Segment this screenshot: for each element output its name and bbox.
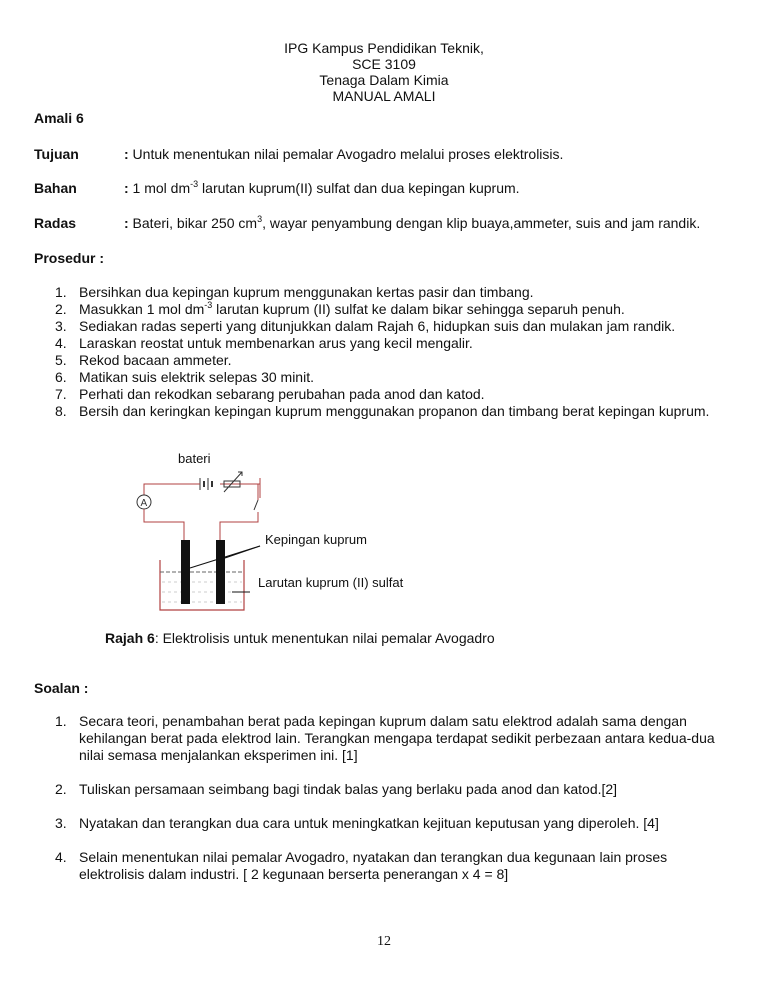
list-item: 6. Matikan suis elektrik selepas 30 minit. xyxy=(55,369,314,385)
list-item: 5. Rekod bacaan ammeter. xyxy=(55,352,232,368)
list-item: 2. Masukkan 1 mol $dm^{-3}$ larutan kuprum (II) sulfat ke dalam bikar sehingga separuh penuh. xyxy=(55,300,625,317)
page-number: 12 xyxy=(377,934,391,949)
list-item: 8. Bersih dan keringkan kepingan kuprum menggunakan propanon dan timbang berat kepingan kuprum. xyxy=(55,403,710,419)
soalan-title: Soalan : xyxy=(34,680,89,696)
plate-label: Kepingan kuprum xyxy=(265,532,367,547)
circuit-wire xyxy=(220,512,258,540)
plate-label-leader xyxy=(225,546,260,558)
tujuan-value: : Untuk menentukan nilai pemalar Avogadro melalui proses elektrolisis. xyxy=(124,146,564,162)
manual-title: MANUAL AMALI xyxy=(332,88,436,104)
bahan-value: : 1 mol $dm^{-3}$ larutan kuprum(II) sulfat dan dua kepingan kuprum. xyxy=(124,179,520,196)
institution-line: IPG Kampus Pendidikan Teknik, xyxy=(284,40,484,56)
course-code: SCE 3109 xyxy=(352,56,416,72)
radas-label: Radas xyxy=(34,215,77,231)
list-item: 4. Selain menentukan nilai pemalar Avogadro, nyatakan dan terangkan dua kegunaan lain proses elektrolisis dalam industri. [ 2 kegunaan berserta penerangan x 4 = 8] xyxy=(55,849,668,882)
circuit-wire xyxy=(144,509,184,540)
list-item: 2. Tuliskan persamaan seimbang bagi tindak balas yang berlaku pada anod dan katod.[2] xyxy=(55,781,618,797)
tujuan-label: Tujuan xyxy=(34,146,79,162)
radas-value: : Bateri, bikar 250 $cm^3$, wayar penyambung dengan klip buaya,ammeter, suis and jam randik. xyxy=(124,214,701,231)
figure-caption: Rajah 6: Elektrolisis untuk menentukan nilai pemalar Avogadro xyxy=(105,630,495,646)
prosedur-list xyxy=(34,284,734,420)
section-title: Amali 6 xyxy=(34,110,84,126)
ammeter-symbol: A xyxy=(140,498,148,509)
solution-label: Larutan kuprum (II) sulfat xyxy=(258,575,404,590)
list-item: 7. Perhati dan rekodkan sebarang perubahan pada anod dan katod. xyxy=(55,386,485,402)
battery-label: bateri xyxy=(178,451,211,466)
circuit-wire xyxy=(220,484,258,498)
list-item: 1. Secara teori, penambahan berat pada kepingan kuprum dalam satu elektrod adalah sama dengan kehilangan berat pada elektrod lain. Terangkan mengapa terdapat sedikit perbezaan antara kedua-dua nilai semasa menjalankan eksperimen ini. [1] xyxy=(55,713,715,763)
document-header xyxy=(0,40,768,104)
list-item: 4. Laraskan reostat untuk membenarkan arus yang kecil mengalir. xyxy=(55,335,473,351)
list-item: 3. Nyatakan dan terangkan dua cara untuk meningkatkan kejituan keputusan yang diperoleh. [4] xyxy=(55,815,659,831)
bahan-label: Bahan xyxy=(34,180,77,196)
rheostat-arrow xyxy=(224,472,242,492)
soalan-list xyxy=(34,713,734,900)
circuit-wire xyxy=(238,484,260,498)
course-title: Tenaga Dalam Kimia xyxy=(319,72,449,88)
prosedur-title: Prosedur : xyxy=(34,250,105,266)
beaker xyxy=(160,560,244,610)
list-item: 3. Sediakan radas seperti yang ditunjukkan dalam Rajah 6, hidupkan suis dan mulakan jam randik. xyxy=(55,318,676,334)
switch xyxy=(254,500,258,510)
copper-plate-left xyxy=(181,540,190,604)
electrolysis-diagram xyxy=(120,448,420,620)
list-item: 1. Bersihkan dua kepingan kuprum menggunakan kertas pasir dan timbang. xyxy=(55,284,534,300)
copper-plate-right xyxy=(216,540,225,604)
